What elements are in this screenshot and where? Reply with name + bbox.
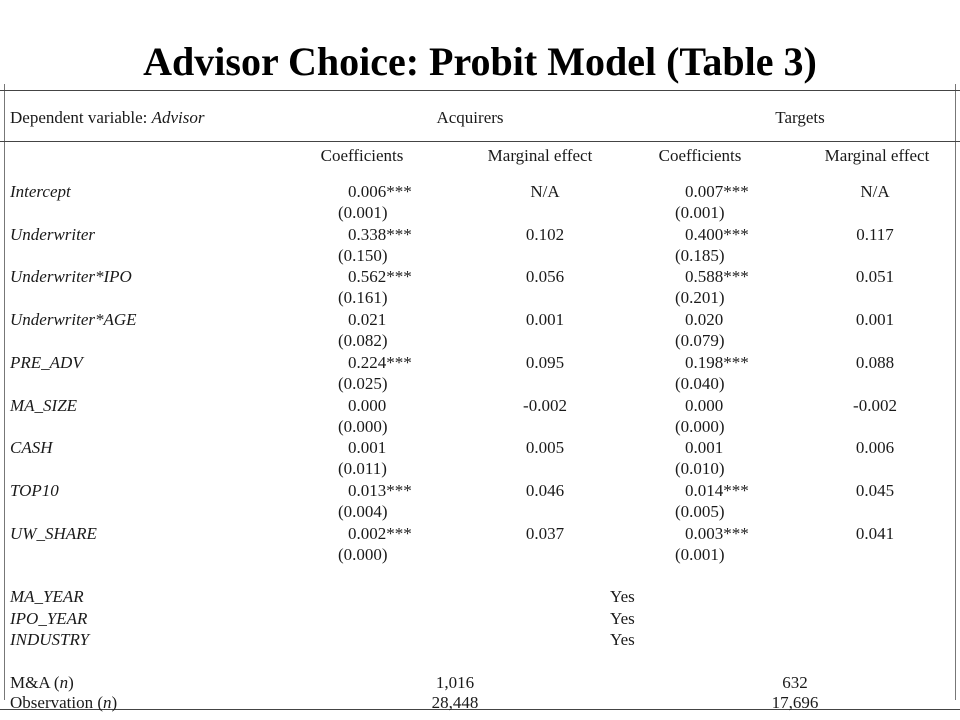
acquirers-count: 28,448 [431, 693, 479, 712]
tgt-me-value: 0.006 [855, 438, 895, 457]
count-label-n: n [59, 673, 69, 692]
targets-coefficients-header: Coefficients [658, 146, 742, 165]
acq-me-value: 0.095 [525, 353, 565, 372]
variable-name: Intercept [10, 182, 71, 201]
variable-name: Underwriter [10, 225, 95, 244]
tgt-coef-value: 0.020 [685, 310, 724, 329]
acq-se-standard-error: (0.082) [338, 331, 388, 350]
targets-header: Targets [775, 108, 825, 127]
dependent-variable-text: Dependent variable: [10, 108, 152, 127]
acq-se-standard-error: (0.011) [338, 459, 387, 478]
slide-title: Advisor Choice: Probit Model (Table 3) [143, 39, 817, 84]
acq-me-value: 0.005 [525, 438, 565, 457]
tgt-se-standard-error: (0.001) [675, 545, 725, 564]
variable-name: CASH [10, 438, 53, 457]
acq-se-standard-error: (0.150) [338, 246, 388, 265]
variable-name: TOP10 [10, 481, 59, 500]
acq-me-value: 0.046 [525, 481, 565, 500]
variable-name: Underwriter*IPO [10, 267, 132, 286]
count-label [10, 693, 117, 713]
acq-coef-value: 0.006*** [348, 182, 412, 201]
acq-coef-value: 0.562*** [348, 267, 412, 286]
tgt-me-value: 0.051 [855, 267, 895, 286]
acq-se-standard-error: (0.025) [338, 374, 388, 393]
tgt-me-value: 0.117 [856, 225, 894, 244]
count-label-close: ) [68, 673, 74, 692]
dependent-variable-label [10, 108, 205, 128]
tgt-se-standard-error: (0.000) [675, 417, 725, 436]
count-label-text: M&A ( [10, 673, 60, 692]
tgt-se-standard-error: (0.005) [675, 502, 725, 521]
tgt-coef-value: 0.003*** [685, 524, 749, 543]
table-right-border [955, 84, 956, 700]
tgt-me-value: 0.041 [855, 524, 895, 543]
tgt-coef-value: 0.198*** [685, 353, 749, 372]
fixed-effect-value: Yes [610, 609, 635, 628]
acquirers-header: Acquirers [436, 108, 504, 127]
tgt-me-value: 0.088 [855, 353, 895, 372]
tgt-se-standard-error: (0.185) [675, 246, 725, 265]
tgt-me-value: 0.001 [855, 310, 895, 329]
targets-count: 632 [782, 673, 808, 692]
targets-marginal-effect-header: Marginal effect [824, 146, 930, 165]
tgt-coef-value: 0.007*** [685, 182, 749, 201]
acq-coef-value: 0.001 [348, 438, 387, 457]
tgt-se-standard-error: (0.040) [675, 374, 725, 393]
fixed-effect-name: INDUSTRY [10, 630, 90, 649]
dependent-variable-name: Advisor [151, 108, 205, 127]
acq-coef-value: 0.000 [348, 396, 387, 415]
acquirers-coefficients-header: Coefficients [320, 146, 404, 165]
acq-coef-value: 0.338*** [348, 225, 412, 244]
fixed-effect-value: Yes [610, 630, 635, 649]
acq-coef-value: 0.013*** [348, 481, 412, 500]
acq-me-value: 0.056 [525, 267, 565, 286]
acq-me-value: -0.002 [523, 396, 567, 415]
count-label-text: Observation ( [10, 693, 104, 712]
acq-se-standard-error: (0.000) [338, 417, 388, 436]
acq-se-standard-error: (0.004) [338, 502, 388, 521]
variable-name: PRE_ADV [10, 353, 83, 372]
variable-name: MA_SIZE [10, 396, 78, 415]
tgt-se-standard-error: (0.079) [675, 331, 725, 350]
count-label [10, 673, 74, 693]
table-top-rule [0, 90, 960, 91]
count-label-close: ) [111, 693, 118, 712]
tgt-coef-value: 0.014*** [685, 481, 749, 500]
acq-coef-value: 0.224*** [348, 353, 412, 372]
variable-name: Underwriter*AGE [10, 310, 137, 329]
variable-name: UW_SHARE [10, 524, 97, 543]
acq-se-standard-error: (0.001) [338, 203, 388, 222]
acq-coef-value: 0.002*** [348, 524, 412, 543]
tgt-se-standard-error: (0.001) [675, 203, 725, 222]
table-left-border [4, 84, 5, 700]
tgt-se-standard-error: (0.010) [675, 459, 725, 478]
header-rule [0, 141, 960, 142]
tgt-me-value: 0.045 [855, 481, 895, 500]
acq-me-value: N/A [530, 182, 560, 201]
acq-me-value: 0.102 [525, 225, 565, 244]
acq-me-value: 0.001 [525, 310, 565, 329]
acq-se-standard-error: (0.000) [338, 545, 388, 564]
acquirers-marginal-effect-header: Marginal effect [487, 146, 593, 165]
tgt-me-value: N/A [860, 182, 890, 201]
tgt-coef-value: 0.400*** [685, 225, 749, 244]
targets-count: 17,696 [771, 693, 819, 712]
tgt-se-standard-error: (0.201) [675, 288, 725, 307]
tgt-coef-value: 0.588*** [685, 267, 749, 286]
fixed-effect-name: MA_YEAR [10, 587, 84, 606]
fixed-effect-name: IPO_YEAR [10, 609, 88, 628]
tgt-me-value: -0.002 [853, 396, 897, 415]
fixed-effect-value: Yes [610, 587, 635, 606]
tgt-coef-value: 0.000 [685, 396, 724, 415]
acq-me-value: 0.037 [525, 524, 565, 543]
acq-se-standard-error: (0.161) [338, 288, 388, 307]
acquirers-count: 1,016 [435, 673, 475, 692]
count-label-n: n [103, 693, 112, 712]
tgt-coef-value: 0.001 [685, 438, 724, 457]
acq-coef-value: 0.021 [348, 310, 387, 329]
